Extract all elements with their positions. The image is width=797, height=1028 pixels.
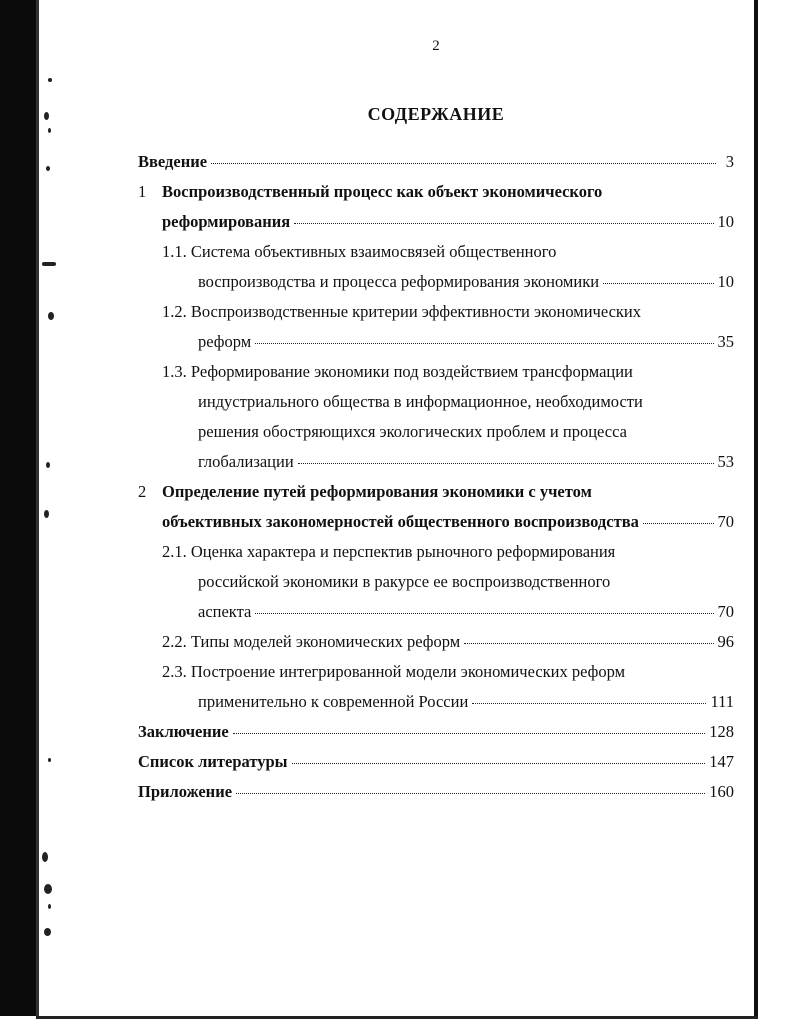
scan-speck <box>48 758 51 762</box>
dot-leader <box>255 342 713 344</box>
scan-left-border <box>0 0 36 1028</box>
toc-section-2-1-cont[interactable] <box>138 602 734 632</box>
toc-entry-text: Введение <box>138 152 208 171</box>
toc-entry-text: 1.2. Воспроизводственные критерии эффективности экономических <box>162 302 642 321</box>
toc-entry-page: 10 <box>717 272 734 291</box>
dot-leader <box>236 792 705 794</box>
toc-entry-page: 70 <box>717 602 734 621</box>
toc-section-1-3-cont[interactable] <box>138 422 734 452</box>
toc-entry-page: 128 <box>709 722 734 741</box>
toc-entry-page: 147 <box>709 752 734 771</box>
dot-leader <box>643 522 714 524</box>
toc-entry-text: 1.1. Система объективных взаимосвязей общественного <box>162 242 557 261</box>
toc-section-1-1-cont[interactable] <box>138 272 734 302</box>
chapter-number: 2 <box>138 482 147 501</box>
toc-entry-page: 10 <box>717 212 734 231</box>
dot-leader <box>292 762 706 764</box>
scan-speck <box>44 510 49 518</box>
toc-section-1-3[interactable] <box>138 362 734 392</box>
toc-chapter-1-cont[interactable] <box>138 212 734 242</box>
toc-entry-text: аспекта <box>198 602 252 621</box>
toc-entry-text: 2.2. Типы моделей экономических реформ <box>162 632 461 651</box>
scan-speck <box>42 852 48 862</box>
toc-section-1-3-cont[interactable] <box>138 392 734 422</box>
toc-entry-text: воспроизводства и процесса реформирования экономики <box>198 272 600 291</box>
scan-speck <box>46 166 50 171</box>
dot-leader <box>211 162 716 164</box>
scan-speck <box>42 262 56 266</box>
toc-entry-conclusion[interactable] <box>138 722 734 752</box>
toc-entry-page: 111 <box>710 692 734 711</box>
toc-entry-text: применительно к современной России <box>198 692 469 711</box>
toc-chapter-1[interactable] <box>138 182 734 212</box>
chapter-number: 1 <box>138 182 147 201</box>
scan-speck <box>48 312 54 320</box>
toc-entry-text: реформирования <box>162 212 291 231</box>
toc-entry-text: Заключение <box>138 722 229 741</box>
toc-entry-text: Определение путей реформирования экономики с учетом <box>162 482 592 501</box>
scan-speck <box>44 928 51 936</box>
toc-chapter-2-cont[interactable] <box>138 512 734 542</box>
dot-leader <box>255 612 713 614</box>
toc-section-2-3-cont[interactable] <box>138 692 734 722</box>
toc-section-1-1[interactable] <box>138 242 734 272</box>
toc-entry-appendix[interactable] <box>138 782 734 812</box>
page-title: СОДЕРЖАНИЕ <box>367 104 505 124</box>
dot-leader <box>233 732 706 734</box>
toc-entry-text: 1.3. Реформирование экономики под воздействием трансформации <box>162 362 633 381</box>
dot-leader <box>603 282 713 284</box>
toc-section-1-2-cont[interactable] <box>138 332 734 362</box>
toc-entry-page: 96 <box>717 632 734 651</box>
toc-entry-page: 70 <box>717 512 734 531</box>
scan-speck <box>48 128 51 133</box>
toc-entry-text: Список литературы <box>138 752 288 771</box>
scan-left-edge-line <box>36 0 39 1028</box>
toc-chapter-2[interactable] <box>138 482 734 512</box>
toc-entry-references[interactable] <box>138 752 734 782</box>
toc-section-1-3-cont[interactable] <box>138 452 734 482</box>
dot-leader <box>464 642 713 644</box>
toc-entry-text: реформ <box>198 332 252 351</box>
toc-section-2-1-cont[interactable] <box>138 572 734 602</box>
toc-entry-text: индустриального общества в информационное, необходимости <box>198 392 643 411</box>
toc-section-2-3[interactable] <box>138 662 734 692</box>
scan-speck <box>46 462 50 468</box>
scan-right-edge-line <box>754 0 758 1028</box>
toc-entry-text: объективных закономерностей общественного воспроизводства <box>162 512 639 531</box>
toc-entry-text: глобализации <box>198 452 294 471</box>
toc-entry-page: 160 <box>709 782 734 801</box>
toc-section-2-1[interactable] <box>138 542 734 572</box>
toc-section-2-2[interactable] <box>138 632 734 662</box>
toc-section-1-2[interactable] <box>138 302 734 332</box>
toc-entry-page: 35 <box>717 332 734 351</box>
table-of-contents <box>138 152 734 812</box>
page-number: 2 <box>432 38 440 54</box>
scan-speck <box>48 904 51 909</box>
scan-right-margin <box>755 0 797 1028</box>
toc-entry-text: Приложение <box>138 782 233 801</box>
dot-leader <box>472 702 706 704</box>
toc-entry-text: 2.1. Оценка характера и перспектив рыночного реформирования <box>162 542 616 561</box>
toc-entry-text: российской экономики в ракурсе ее воспроизводственного <box>198 572 611 591</box>
scan-speck <box>44 884 52 894</box>
toc-entry-text: 2.3. Построение интегрированной модели экономических реформ <box>162 662 626 681</box>
dot-leader <box>294 222 713 224</box>
scan-bottom-edge-line <box>36 1016 758 1019</box>
toc-entry-page: 3 <box>725 152 734 171</box>
toc-entry-page: 53 <box>717 452 734 471</box>
toc-entry-text: Воспроизводственный процесс как объект экономического <box>162 182 603 201</box>
toc-entry-text: решения обостряющихся экологических проблем и процесса <box>198 422 627 441</box>
toc-entry-intro[interactable] <box>138 152 734 182</box>
scan-speck <box>48 78 52 82</box>
dot-leader <box>298 462 714 464</box>
